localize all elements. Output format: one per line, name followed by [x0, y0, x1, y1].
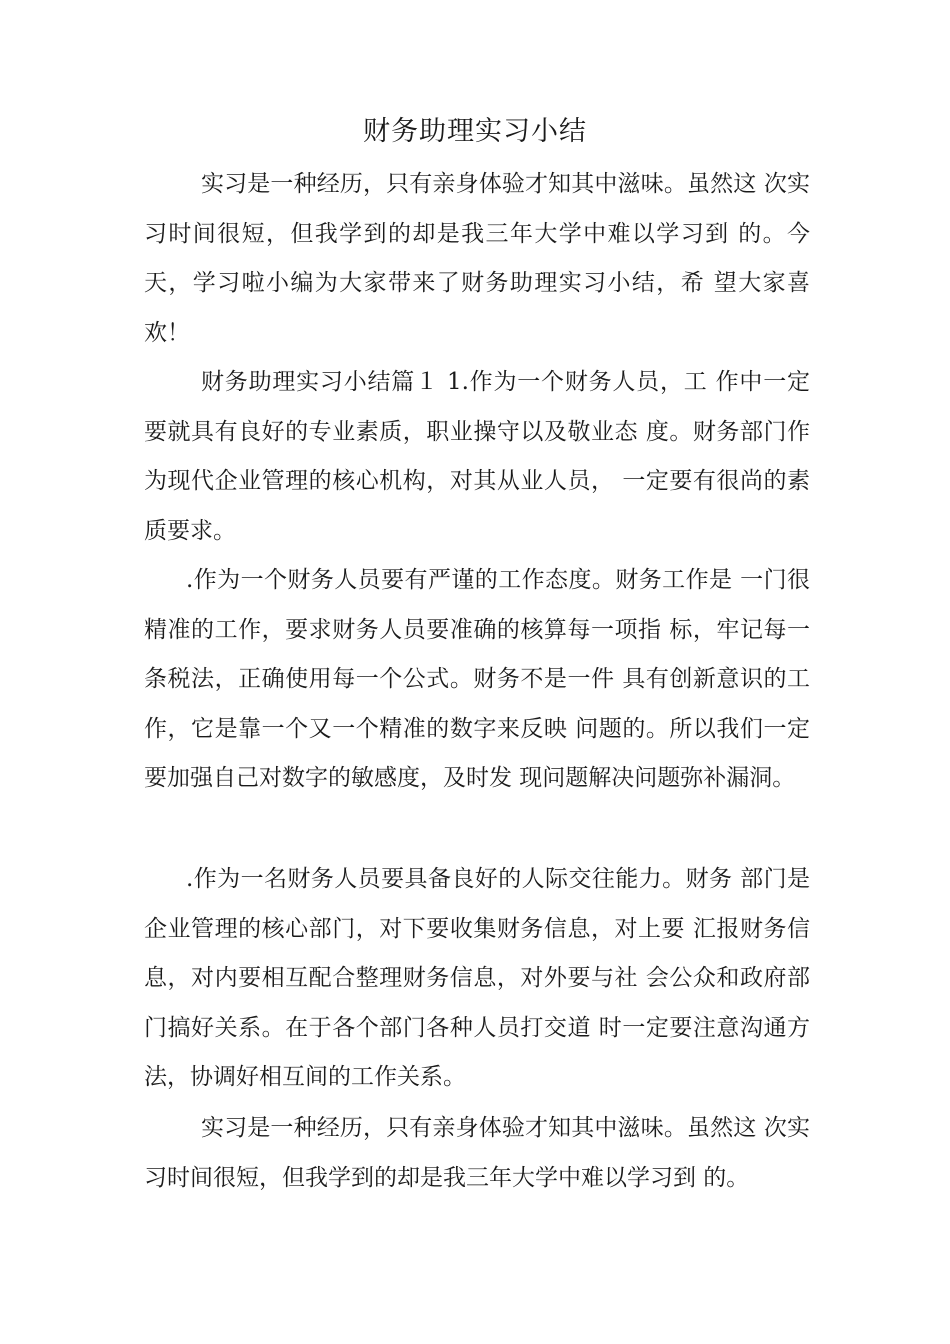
- paragraph-section-3: .作为一名财务人员要具备良好的人际交往能力。财务 部门是企业管理的核心部门，对下要收集财务信息，对上要 汇报财务信息，对内要相互配合整理财务信息，对外要与社 会公众和政府部门搞好关系。在于各个部门各种人员打交道 时一定要注意沟通方法，协调好相互间的工作关系。: [144, 866, 810, 1090]
- paragraph-closing: 实习是一种经历，只有亲身体验才知其中滋味。虽然这 次实习时间很短，但我学到的却是我三年大学中难以学习到 的。: [144, 1115, 810, 1191]
- paragraph-section-2: .作为一个财务人员要有严谨的工作态度。财务工作是 一门很精准的工作，要求财务人员要准确的核算每一项指 标，牢记每一条税法，正确使用每一个公式。财务不是一件 具有创新意识的工作，它是靠一个又一个精准的数字来反映 问题的。所以我们一定要加强自己对数字的敏感度，及时发 现问题解决问题弥补漏洞。: [144, 567, 810, 791]
- paragraph-section-1: 财务助理实习小结篇１ 1.作为一个财务人员，工 作中一定要就具有良好的专业素质，职业操守以及敬业态 度。财务部门作为现代企业管理的核心机构，对其从业人员， 一定要有很尚的素质要求。: [144, 369, 810, 544]
- paragraph-intro: 实习是一种经历，只有亲身体验才知其中滋味。虽然这 次实习时间很短，但我学到的却是我三年大学中难以学习到 的。今天，学习啦小编为大家带来了财务助理实习小结，希 望大家喜欢！: [144, 171, 810, 346]
- page-title: 财务助理实习小结: [363, 116, 587, 147]
